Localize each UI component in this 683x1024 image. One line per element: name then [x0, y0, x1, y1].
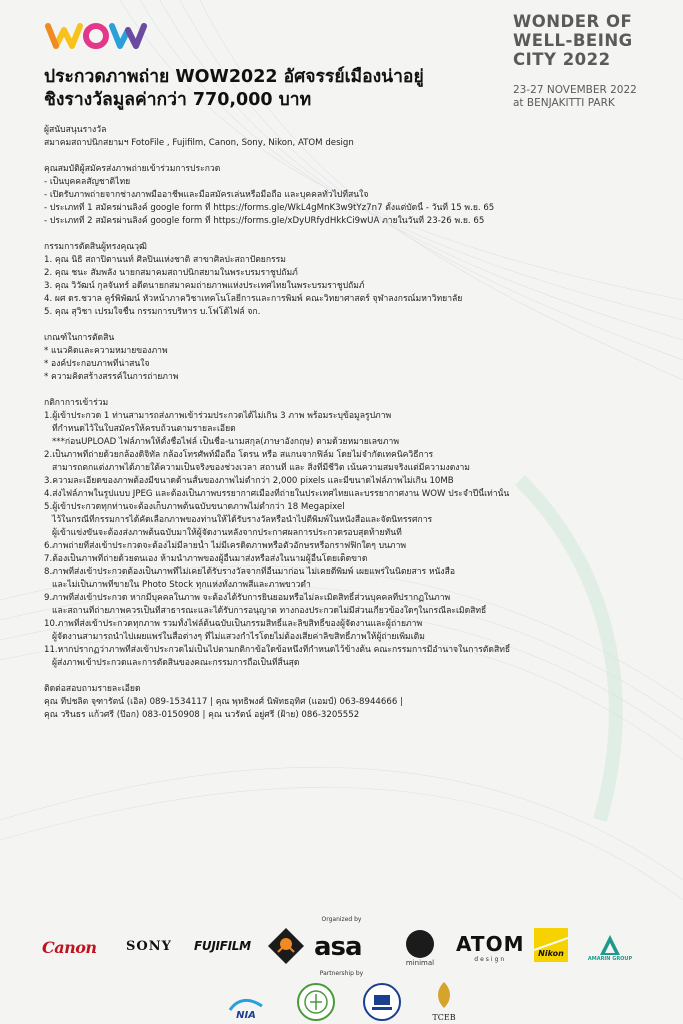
qualification-item-form-link[interactable]: - ประเภทที่ 1 สมัครผ่านลิงค์ google form ที่ https://forms.gle/WkL4gMnK3w9tYz7n7 ตั้งแต่บัดนี้ - วันที่ 15 พ.ย. 65: [44, 203, 495, 213]
atom-design-logo: [456, 932, 524, 963]
qualification-item: - เปิดรับภาพถ่ายจากช่างภาพมืออาชีพและมือสมัครเล่นหรือมือถือ และบุคคลทั่วไปที่สนใจ: [44, 190, 369, 200]
judge-item: 4. ผศ ดร.ชวาล คูร์พิพัฒน์ หัวหน้าภาควิชาเทคโนโลยีการและการพิมพ์ คณะวิทยาศาสตร์ จุฬาลงกรณ์มหาวิทยาลัย: [44, 294, 463, 304]
criteria-heading: เกณฑ์ในการตัดสิน: [44, 333, 115, 343]
judge-item: 5. คุณ สุวิชา เปรมใจชื่น กรรมการบริหาร บ.โฟโต้ไฟล์ จก.: [44, 307, 261, 317]
rule-line: ไว้ในกรณีที่กรรมการได้คัดเลือกภาพของท่านให้ได้รับรางวัลหรือนำไปตีพิมพ์ในหนังสือและจัดนิทรรศการ: [52, 515, 433, 525]
event-venue-line: at BENJAKITTI PARK: [513, 97, 615, 109]
tceb-logo: [424, 980, 464, 1024]
sponsor-logo-row: [42, 926, 662, 968]
contact-heading: ติดต่อสอบถามรายละเอียด: [44, 684, 141, 694]
event-title-line: WONDER OF: [513, 12, 633, 31]
nia-label: NIA: [236, 1010, 256, 1020]
rule-line: และสถานที่ถ่ายภาพควรเป็นที่สาธารณะและได้รับการอนุญาต ทางกองประกวดไม่มีส่วนเกี่ยวข้องใดๆในกรณีละเมิดสิทธิ์: [52, 606, 487, 616]
partnership-by-label: Partnership by: [319, 970, 364, 977]
rule-line: 10.ภาพที่ส่งเข้าประกวดทุกภาพ รวมทั้งไฟล์ต้นฉบับเป็นกรรมสิทธิ์และลิขสิทธิ์ของผู้จัดงานและผู้ถ่ายภาพ: [44, 619, 423, 629]
sponsors-heading: ผู้สนับสนุนรางวัล: [44, 125, 107, 135]
headline-line: ชิงรางวัลมูลค่ากว่า 770,000 บาท: [44, 90, 312, 110]
judge-item: 3. คุณ วิวัฒน์ กุลจันทร์ อดีตนายกสมาคมถ่ายภาพแห่งประเทศไทยในพระบรมราชูปถัมภ์: [44, 281, 365, 291]
event-title-line: WELL-BEING: [513, 31, 633, 50]
rule-line: 8.ภาพที่ส่งเข้าประกวดต้องเป็นภาพที่ไม่เคยได้รับรางวัลจากที่อื่นมาก่อน ไม่เคยตีพิมพ์ เผยแพร่ในนิตยสาร หนังสือ: [44, 567, 456, 577]
rule-line: 3.ความละเอียดของภาพต้องมีขนาดด้านสั้นของภาพไม่ต่ำกว่า 2,000 pixels และมีขนาดไฟล์ภาพไม่เกิน 10MB: [44, 476, 454, 486]
nikon-label: Nikon: [538, 949, 564, 958]
nikon-logo: [534, 928, 568, 962]
criteria-item: * ความคิดสร้างสรรค์ในการถ่ายภาพ: [44, 372, 179, 382]
rule-line: ผู้เข้าแข่งขันจะต้องส่งภาพต้นฉบับมาให้ผู้จัดงานหลังจากประกาศผลการประกวดรอบสุดท้ายทันที: [52, 528, 402, 538]
rule-line: ผู้ส่งภาพเข้าประกวดและการตัดสินของคณะกรรมการถือเป็นที่สิ้นสุด: [52, 658, 300, 668]
event-title: [513, 12, 663, 69]
rule-line: 4.ส่งไฟล์ภาพในรูปแบบ JPEG และต้องเป็นภาพบรรยากาศเมืองที่ถ่ายในประเทศไทยและบรรยากาศงาน WOW ประจำปีนี้เท่านั้น: [44, 489, 510, 499]
rule-line: 7.ต้องเป็นภาพที่ถ่ายด้วยตนเอง ห้ามนำภาพของผู้อื่นมาส่งหรือส่งในนามผู้อื่นโดยเด็ดขาด: [44, 554, 368, 564]
criteria-item: * แนวคิดและความหมายของภาพ: [44, 346, 168, 356]
rule-line: 9.ภาพที่ส่งเข้าประกวด หากมีบุคคลในภาพ จะต้องได้รับการยินยอมหรือไม่ละเมิดสิทธิ์ส่วนบุคคลที่ปรากฏในภาพ: [44, 593, 451, 603]
minimal-circle-icon: [405, 929, 435, 959]
amarin-mark-icon: [599, 934, 621, 956]
atom-design-label: design: [474, 956, 507, 963]
photofile-logo: [266, 926, 306, 966]
event-title-line: CITY 2022: [513, 50, 611, 69]
judge-item: 1. คุณ นิธิ สถาปิตานนท์ ศิลปินแห่งชาติ สาขาศิลปะสถาปัตยกรรม: [44, 255, 286, 265]
rule-line: 2.เป็นภาพที่ถ่ายด้วยกล้องดิจิทัล กล้องโทรศัพท์มือถือ โดรน หรือ สแกนจากฟิล์ม โดยไม่จำกัดเทคนิควิธีการ: [44, 450, 434, 460]
rule-line: ที่กำหนดไว้ในใบสมัครให้ครบถ้วนตามรายละเอียด: [52, 424, 236, 434]
atom-label: ATOM: [456, 932, 525, 956]
organized-by-label: Organized by: [321, 916, 362, 923]
amarin-label: AMARIN GROUP: [587, 956, 633, 962]
rule-line: ผู้จัดงานสามารถนำไปเผยแพร่ในสื่อต่างๆ ที่ไม่แสวงกำไรโดยไม่ต้องเสียค่าลิขสิทธิ์ภาพให้ผู้ถ่ายเพิ่มเติม: [52, 632, 425, 642]
minimal-logo: [402, 926, 438, 970]
contact-line: คุณ วรินธร แก้วศรี (ป๊อก) 083-0150908 | คุณ นวรัตน์ อยู่ศรี (ฝ้าย) 086-3205552: [44, 710, 360, 720]
fujifilm-logo: FUJIFILM: [194, 939, 251, 953]
partner-logo-row: [222, 978, 472, 1024]
rules-heading: กติกาการเข้าร่วม: [44, 398, 109, 408]
tceb-label: TCEB: [432, 1013, 456, 1022]
rule-line: 1.ผู้เข้าประกวด 1 ท่านสามารถส่งภาพเข้าร่วมประกวดได้ไม่เกิน 3 ภาพ พร้อมระบุข้อมูลรูปภาพ: [44, 411, 392, 421]
qualification-item-form-link[interactable]: - ประเภทที่ 2 สมัครผ่านลิงค์ google form ที่ https://forms.gle/xDyURfydHkkCi9wUA ภายในวันที่ 23-26 พ.ย. 65: [44, 216, 485, 226]
announcement-body: [44, 124, 664, 722]
event-date: [513, 84, 663, 110]
headline-line: ประกวดภาพถ่าย WOW2022 อัศจรรย์เมืองน่าอยู่: [44, 67, 424, 87]
criteria-item: * องค์ประกอบภาพที่น่าสนใจ: [44, 359, 150, 369]
rule-line: 6.ภาพถ่ายที่ส่งเข้าประกวดจะต้องไม่มีลายน้ำ ไม่มีเครดิตภาพหรือตัวอักษรหรือกราฟฟิกใดๆ บนภาพ: [44, 541, 407, 551]
sony-logo: SONY: [126, 939, 172, 954]
nia-logo: [228, 990, 264, 1020]
canon-logo: Canon: [42, 938, 97, 957]
judges-heading: กรรมการตัดสินผู้ทรงคุณวุฒิ: [44, 242, 147, 252]
amarin-group-logo: [587, 928, 633, 968]
rule-line: ***ก่อนUPLOAD ไฟล์ภาพให้ตั้งชื่อไฟล์ เป็นชื่อ-นามสกุล(ภาษาอังกฤษ) ตามด้วยหมายเลขภาพ: [52, 437, 400, 447]
qualification-heading: คุณสมบัติผู้สมัครส่งภาพถ่ายเข้าร่วมการประกวด: [44, 164, 221, 174]
rule-line: สามารถตกแต่งภาพได้ภายใต้ความเป็นจริงของช่วงเวลา สถานที่ และ สิ่งที่มีชีวิต เน้นความสมจริงแต่มีความงดงาม: [52, 463, 470, 473]
event-date-line: 23-27 NOVEMBER 2022: [513, 84, 637, 96]
rule-line: 5.ผู้เข้าประกวดทุกท่านจะต้องเก็บภาพต้นฉบับขนาดภาพไม่ต่ำกว่า 18 Megapixel: [44, 502, 345, 512]
partner-seal-green-icon: [296, 982, 336, 1022]
wow-logo: [44, 20, 148, 50]
rule-line: และไม่เป็นภาพที่ขายใน Photo Stock ทุกแห่งทั้งภาพสีและภาพขาวดำ: [52, 580, 311, 590]
minimal-label: minimal: [405, 959, 435, 967]
headline: [44, 66, 484, 112]
qualification-item: - เป็นบุคคลสัญชาติไทย: [44, 177, 131, 187]
rule-line: 11.หากปรากฏว่าภาพที่ส่งเข้าประกวดไม่เป็นไปตามกติกาข้อใดข้อหนึ่งที่กำหนดไว้ข้างต้น คณะกรรมการมีอำนาจในการตัดสิทธิ์: [44, 645, 511, 655]
partner-seal-blue-icon: [362, 982, 402, 1022]
contact-line: คุณ ทีปชลิต จุฑารัตน์ (เอิล) 089-1534117 | คุณ พุทธิพงศ์ นิพัทธอุทิศ (แอมป์) 063-8944666 |: [44, 697, 403, 707]
judge-item: 2. คุณ ชนะ สัมพลัง นายกสมาคมสถาปนิกสยามในพระบรมราชูปถัมภ์: [44, 268, 298, 278]
asa-logo: asa: [314, 932, 362, 962]
sponsors-text: สมาคมสถาปนิกสยามฯ FotoFile , Fujifilm, Canon, Sony, Nikon, ATOM design: [44, 138, 354, 148]
